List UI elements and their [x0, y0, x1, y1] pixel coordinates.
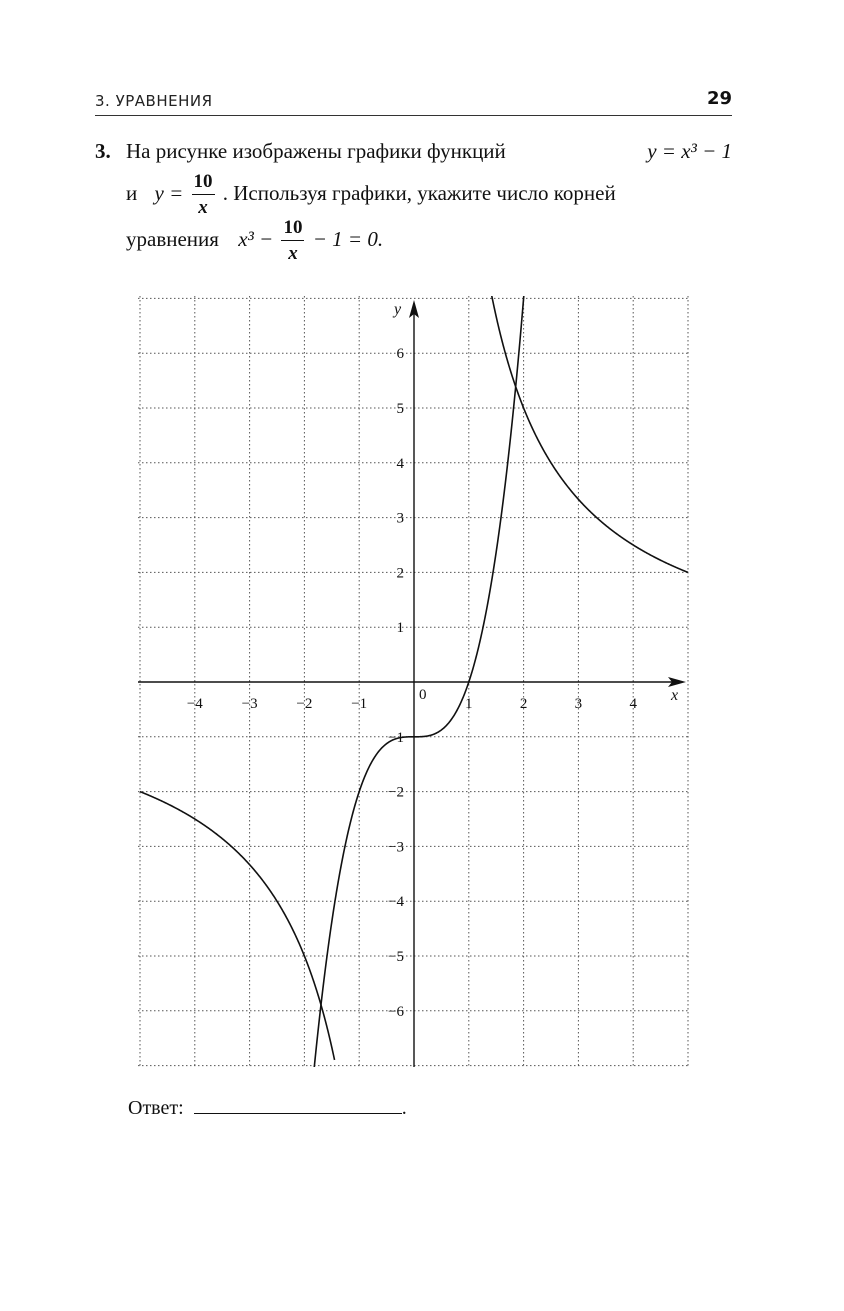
origin-label: 0: [419, 687, 427, 703]
fraction-numerator: 10: [192, 172, 215, 195]
page-number: 29: [706, 88, 732, 109]
x-tick-label: −4: [186, 696, 203, 712]
task-line3-text: уравнения: [126, 226, 219, 251]
y-tick-label: −4: [388, 894, 404, 911]
task-line1-text: На рисунке изображены графики функций: [126, 139, 506, 163]
task-line2-text: . Используя графики, укажите число корней: [222, 180, 616, 205]
x-tick-label: 3: [574, 696, 583, 712]
y-tick-label: 3: [396, 510, 404, 527]
y-tick-label: 6: [396, 346, 404, 363]
x-tick-label: −3: [241, 696, 258, 712]
y-tick-label: 4: [396, 455, 404, 472]
y-tick-label: −6: [388, 1003, 404, 1020]
x-tick-label: −2: [296, 696, 313, 712]
fraction-denominator: x: [198, 196, 208, 218]
conjunction: и: [126, 180, 138, 205]
running-header-section: 3. УРАВНЕНИЯ: [95, 92, 213, 110]
answer-end: .: [401, 1097, 407, 1119]
answer-blank[interactable]: [194, 1095, 402, 1114]
x-tick-label: 1: [465, 696, 473, 712]
x-tick-label: −1: [351, 696, 368, 712]
equation-lhs: x³ −: [238, 226, 274, 251]
task-number: 3.: [95, 139, 111, 163]
y-tick-label: −2: [388, 784, 404, 801]
answer-row: [128, 1095, 407, 1120]
equation-rhs: − 1 = 0.: [312, 226, 384, 251]
answer-label: Ответ:: [128, 1097, 184, 1119]
y-tick-label: −3: [388, 839, 404, 856]
y-tick-label: 1: [396, 620, 404, 637]
y-axis-label: y: [394, 301, 402, 318]
tick-labels: [187, 301, 678, 1020]
function-hyperbola-lhs: y =: [154, 180, 184, 205]
equation-fraction-denominator: x: [288, 242, 298, 264]
y-tick-label: −1: [388, 729, 404, 746]
function-cubic: y = x³ − 1: [647, 139, 732, 163]
x-axis-label: x: [671, 687, 679, 704]
y-tick-label: 5: [396, 401, 404, 417]
y-tick-label: −5: [388, 949, 404, 965]
axes: [138, 300, 686, 1067]
x-tick-label: 2: [519, 696, 528, 712]
x-tick-label: 4: [629, 696, 637, 712]
y-tick-label: 2: [396, 565, 404, 582]
equation-fraction-numerator: 10: [281, 218, 304, 241]
curve-10-x: [140, 792, 335, 1060]
